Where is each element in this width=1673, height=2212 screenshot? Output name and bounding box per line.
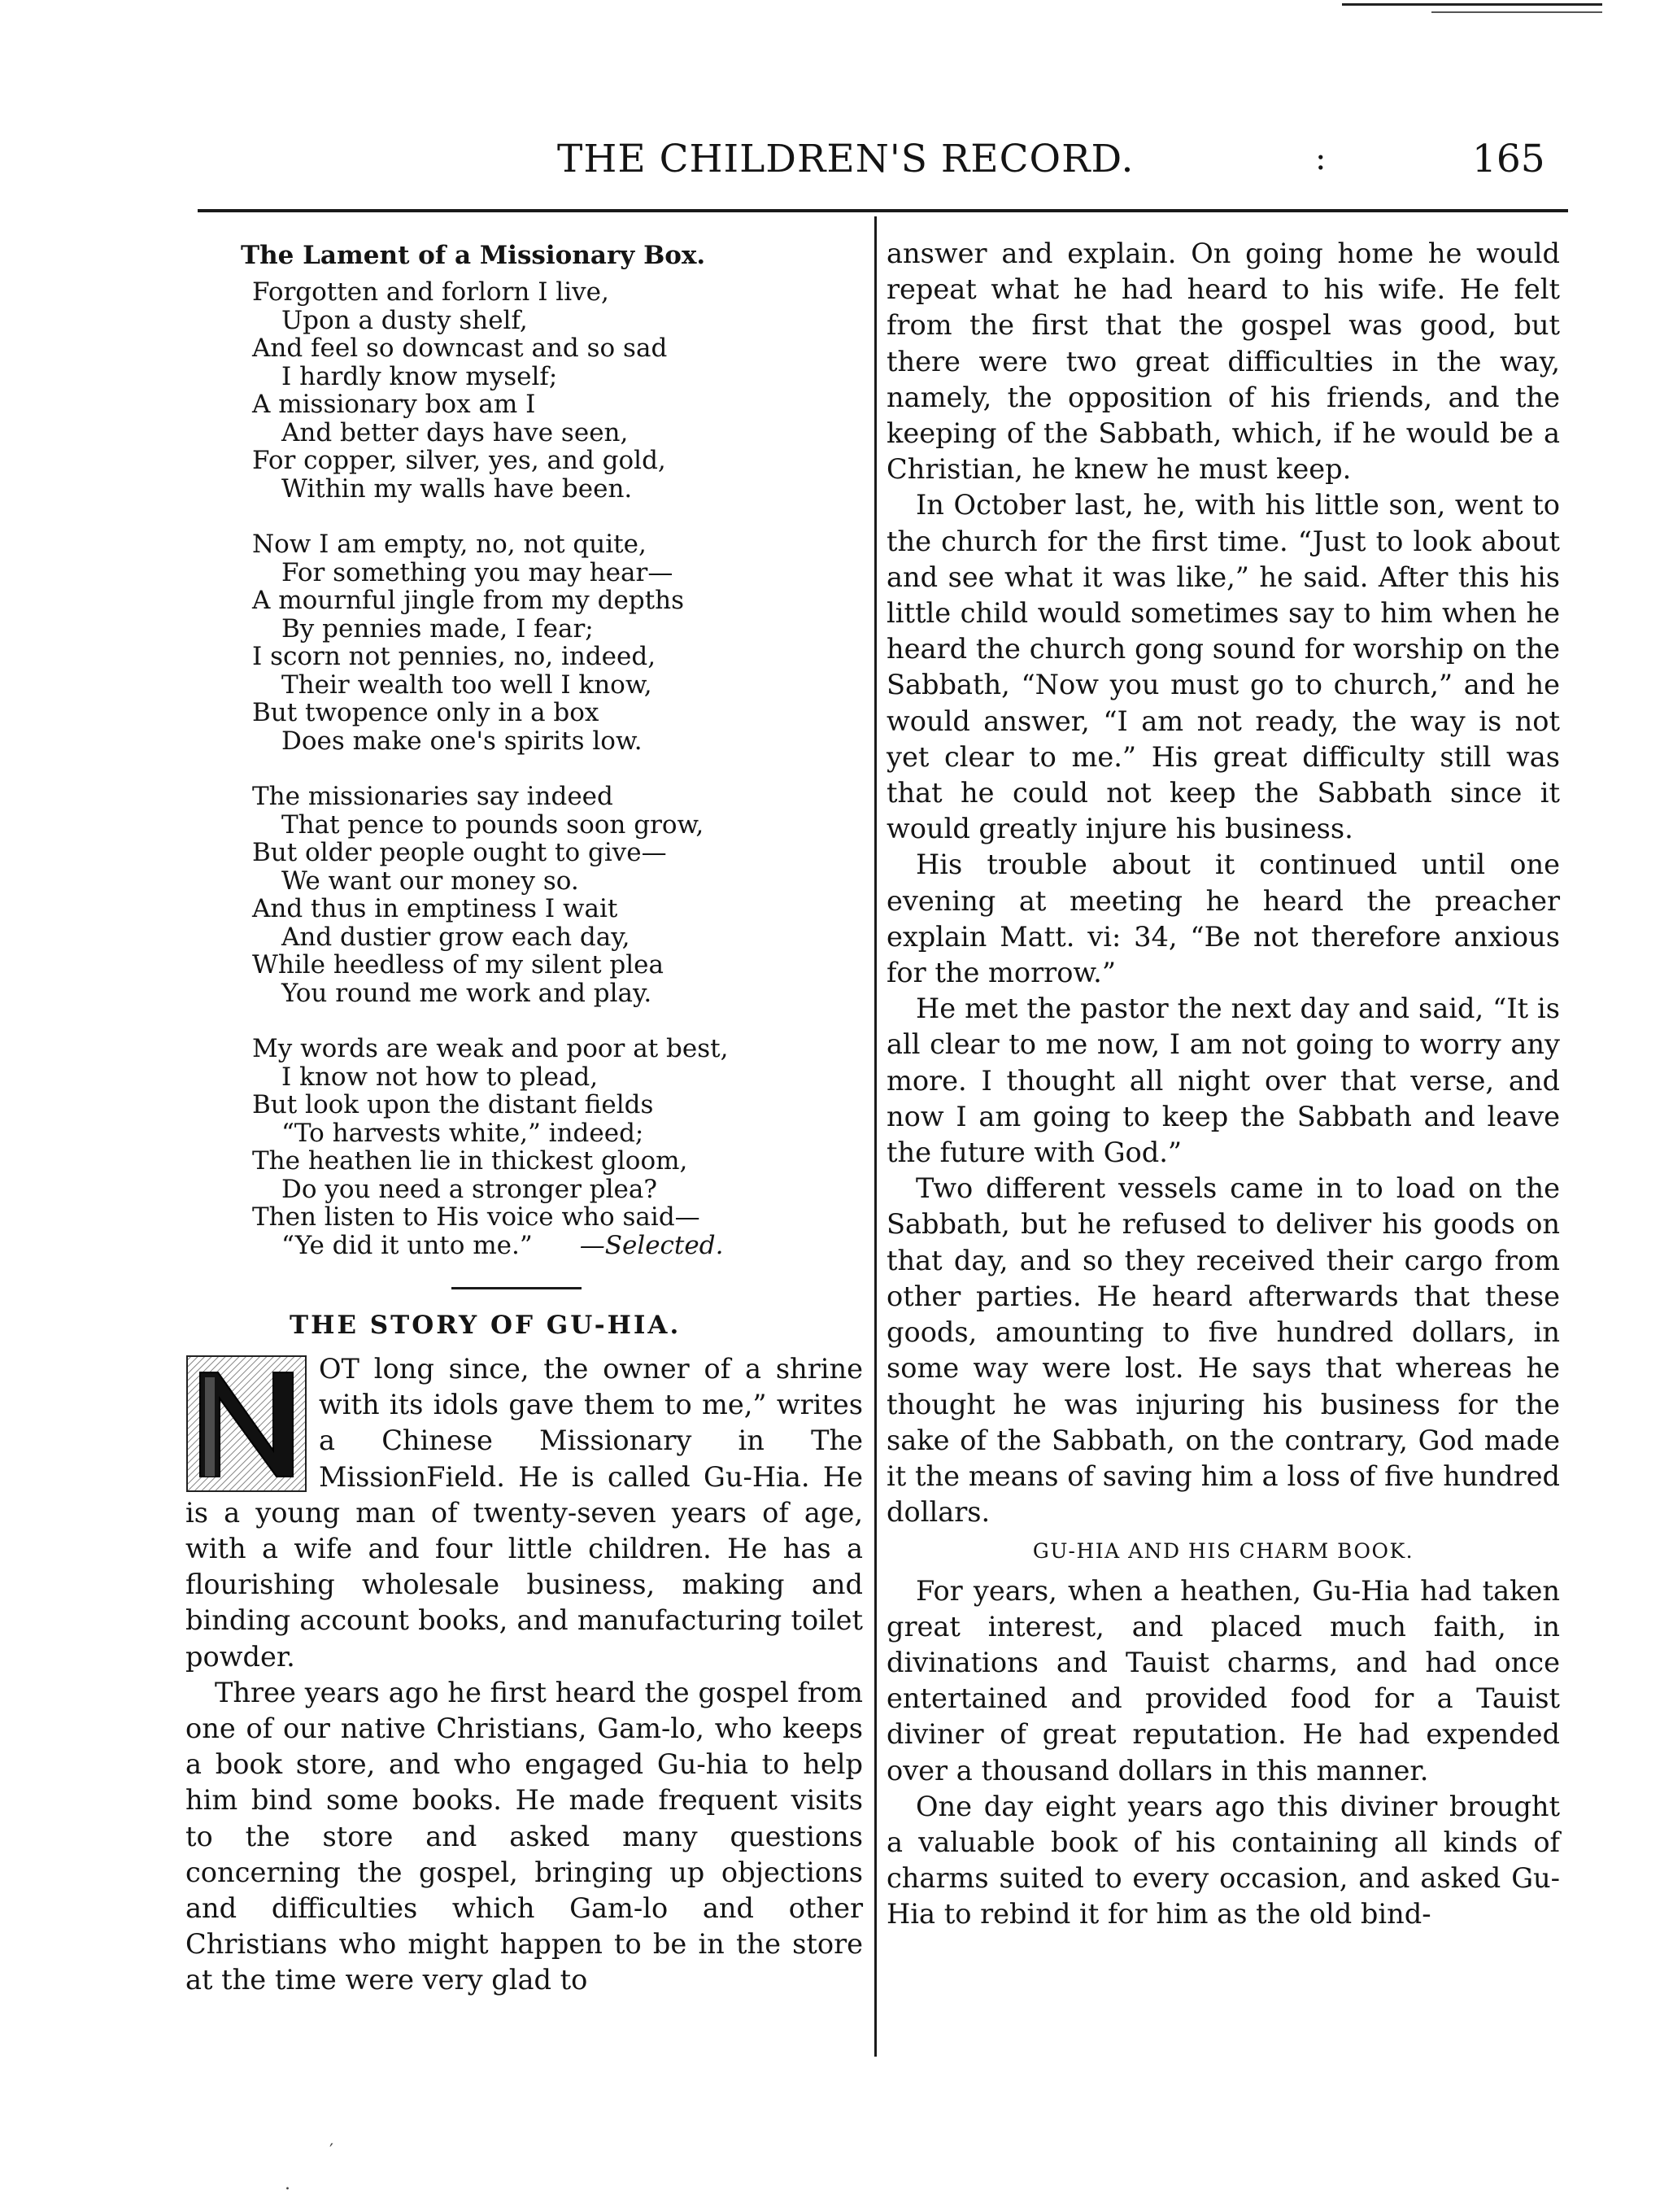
poem-line-text: Within my walls have been. bbox=[281, 473, 633, 504]
poem-stanza bbox=[185, 530, 863, 755]
paragraph-1: OT long since, the owner of a shrine with its idols gave them to me,” writes a Chinese Missionary in The MissionField. He is called Gu-Hia. He is a young man of twenty-seven years of age, with a wife and four little children. He has a flourishing wholesale business, making and binding account books, and manufacturing toilet powder. bbox=[185, 1353, 863, 1673]
poem-line-text: For copper, silver, yes, and gold, bbox=[252, 446, 666, 475]
poem-line-text: But look upon the distant fields bbox=[252, 1090, 654, 1119]
poem-title: The Lament of a Missionary Box. bbox=[241, 241, 706, 270]
poem-attribution: —Selected. bbox=[579, 1230, 724, 1260]
poem-stanza bbox=[185, 1035, 863, 1259]
poem-line bbox=[185, 1091, 863, 1119]
poem-line-text: Now I am empty, no, not quite, bbox=[252, 530, 647, 559]
dropcap-n-icon bbox=[185, 1355, 307, 1493]
running-header bbox=[187, 137, 1570, 194]
paragraph-7: Two different vessels came in to load on the Sabbath, but he refused to deliver his goods on that day, and so they received their cargo from other parties. He heard afterwards that these goods, amounting to five hundred dollars, in some way were lost. He says that whereas he thought he was injuring his business for the sake of the Sabbath, on the contrary, God made it the means of saving him a loss of five hundred dollars. bbox=[887, 1172, 1560, 1529]
poem-line bbox=[185, 278, 863, 307]
poem-line-text: We want our money so. bbox=[281, 866, 579, 896]
poem-line bbox=[185, 447, 863, 475]
right-column bbox=[887, 236, 1560, 1933]
poem-line bbox=[185, 979, 863, 1008]
paragraph-2: Three years ago he first heard the gospel from one of our native Christians, Gam-lo, who keeps a book store, and who engaged Gu-hia to help him bind some books. He made frequent visits to the store and asked many questions concerning the gospel, bringing up objections and difficulties which Gam-lo and other Christians who might happen to be in the store at the time were very glad to bbox=[185, 1676, 863, 1996]
poem-line bbox=[185, 334, 863, 363]
poem-line-text: And better days have seen, bbox=[281, 417, 629, 447]
poem-line-text: For something you may hear— bbox=[281, 557, 673, 587]
poem-line bbox=[185, 951, 863, 979]
poem-line-text: Then listen to His voice who said— bbox=[252, 1202, 700, 1232]
stray-mark: . bbox=[285, 2174, 290, 2194]
poem-line-text: That pence to pounds soon grow, bbox=[281, 809, 704, 840]
story-body-right bbox=[887, 236, 1560, 1933]
poem-line bbox=[185, 895, 863, 923]
subheading: GU-HIA AND HIS CHARM BOOK. bbox=[1032, 1539, 1414, 1564]
stray-mark: ′ bbox=[329, 2141, 333, 2162]
journal-title: THE CHILDREN'S RECORD. bbox=[557, 137, 1135, 181]
story-body-left bbox=[185, 1351, 863, 1999]
paragraph-8: For years, when a heathen, Gu-Hia had taken great interest, and placed much faith, in divinations and Tauist charms, and had once entertained and provided food for a Tauist diviner of great reputation. He had expended over a thousand dollars in this manner. bbox=[887, 1574, 1560, 1787]
poem-line bbox=[185, 643, 863, 671]
poem-line-text: The heathen lie in thickest gloom, bbox=[252, 1146, 688, 1176]
poem-line-text: And dustier grow each day, bbox=[281, 922, 630, 952]
poem-line bbox=[185, 1176, 863, 1204]
poem-line bbox=[185, 1203, 863, 1232]
poem-line-text: But twopence only in a box bbox=[252, 698, 599, 727]
poem-line bbox=[185, 923, 863, 952]
paragraph-6: He met the pastor the next day and said, “It is all clear to me now, I am not going to worry any more. I thought all night over that verse, and now I am going to keep the Sabbath and leave the future with God.” bbox=[887, 993, 1560, 1169]
header-colon: : bbox=[1315, 140, 1327, 177]
poem-line bbox=[185, 475, 863, 504]
poem-line bbox=[185, 307, 863, 335]
section-divider-rule bbox=[451, 1287, 582, 1289]
poem-line bbox=[185, 699, 863, 727]
poem-line bbox=[185, 1035, 863, 1063]
poem-stanza bbox=[185, 783, 863, 1007]
poem-line-text: My words are weak and poor at best, bbox=[252, 1034, 729, 1063]
poem-line-text: I scorn not pennies, no, indeed, bbox=[252, 642, 656, 671]
poem-line bbox=[185, 530, 863, 559]
poem-line bbox=[185, 1232, 863, 1260]
poem-line-text: I know not how to plead, bbox=[281, 1062, 599, 1092]
poem-line-text: Forgotten and forlorn I live, bbox=[252, 277, 609, 307]
poem-line-text: Upon a dusty shelf, bbox=[281, 305, 528, 335]
top-edge-rule bbox=[1342, 3, 1602, 6]
poem-line bbox=[185, 390, 863, 419]
poem-line bbox=[185, 1119, 863, 1148]
poem-line-text: But older people ought to give— bbox=[252, 838, 667, 867]
poem-line bbox=[185, 671, 863, 700]
story-title: THE STORY OF GU-HIA. bbox=[290, 1311, 682, 1340]
poem-line-text: A missionary box am I bbox=[252, 390, 536, 419]
poem-line-text: While heedless of my silent plea bbox=[252, 950, 664, 979]
poem-line bbox=[185, 615, 863, 644]
paragraph-9: One day eight years ago this diviner brought a valuable book of his containing all kinds of charms suited to every occasion, and asked Gu-Hia to rebind it for him as the old bind- bbox=[887, 1790, 1560, 1931]
paragraph-3: answer and explain. On going home he would repeat what he had heard to his wife. He felt from the first that the gospel was good, but there were two great difficulties in the way, namely, the opposition of his friends, and the keeping of the Sabbath, which, if he would be a Christian, he knew he must keep. bbox=[887, 238, 1560, 486]
poem-stanza bbox=[185, 278, 863, 503]
poem-line bbox=[185, 727, 863, 756]
poem-line-text: And feel so downcast and so sad bbox=[252, 334, 668, 363]
left-column bbox=[185, 236, 863, 1999]
header-rule bbox=[198, 209, 1568, 212]
poem-line-text: Do you need a stronger plea? bbox=[281, 1174, 657, 1204]
poem-line bbox=[185, 839, 863, 867]
poem-line-text: By pennies made, I fear; bbox=[281, 613, 594, 644]
column-divider bbox=[874, 216, 877, 2057]
poem-line bbox=[185, 363, 863, 391]
poem-line-text: I hardly know myself; bbox=[281, 361, 558, 391]
poem-line bbox=[185, 419, 863, 447]
poem-line-text: You round me work and play. bbox=[281, 978, 652, 1008]
poem-line bbox=[185, 1063, 863, 1092]
poem-line bbox=[185, 587, 863, 615]
poem-line-text: And thus in emptiness I wait bbox=[252, 894, 618, 923]
poem-line-text: Does make one's spirits low. bbox=[281, 726, 643, 756]
poem-line-text: Their wealth too well I know, bbox=[281, 670, 652, 700]
poem-line bbox=[185, 559, 863, 587]
poem-line bbox=[185, 1147, 863, 1176]
paragraph-4: In October last, he, with his little son, went to the church for the first time. “Just to look about and see what it was like,” he said. After this his little child would sometimes say to him when he heard the church gong sound for worship on the Sabbath, “Now you must go to church,” and he would answer, “I am not ready, the way is not yet clear to me.” His great difficulty still was that he could not keep the Sabbath since it would greatly injure his business. bbox=[887, 489, 1560, 845]
poem-line bbox=[185, 867, 863, 896]
paragraph-5: His trouble about it continued until one evening at meeting he heard the preacher explain Matt. vi: 34, “Be not therefore anxious for the morrow.” bbox=[887, 849, 1560, 989]
poem-line-text: “To harvests white,” indeed; bbox=[281, 1118, 644, 1148]
poem-line-text: The missionaries say indeed bbox=[252, 782, 613, 811]
poem-line-text: A mournful jingle from my depths bbox=[252, 586, 685, 615]
poem-line bbox=[185, 783, 863, 811]
poem-body bbox=[185, 278, 863, 1259]
top-edge-rule-secondary bbox=[1431, 11, 1602, 13]
poem-line-text: “Ye did it unto me.” bbox=[281, 1230, 533, 1260]
page-number: 165 bbox=[1472, 137, 1545, 181]
poem-line bbox=[185, 811, 863, 840]
